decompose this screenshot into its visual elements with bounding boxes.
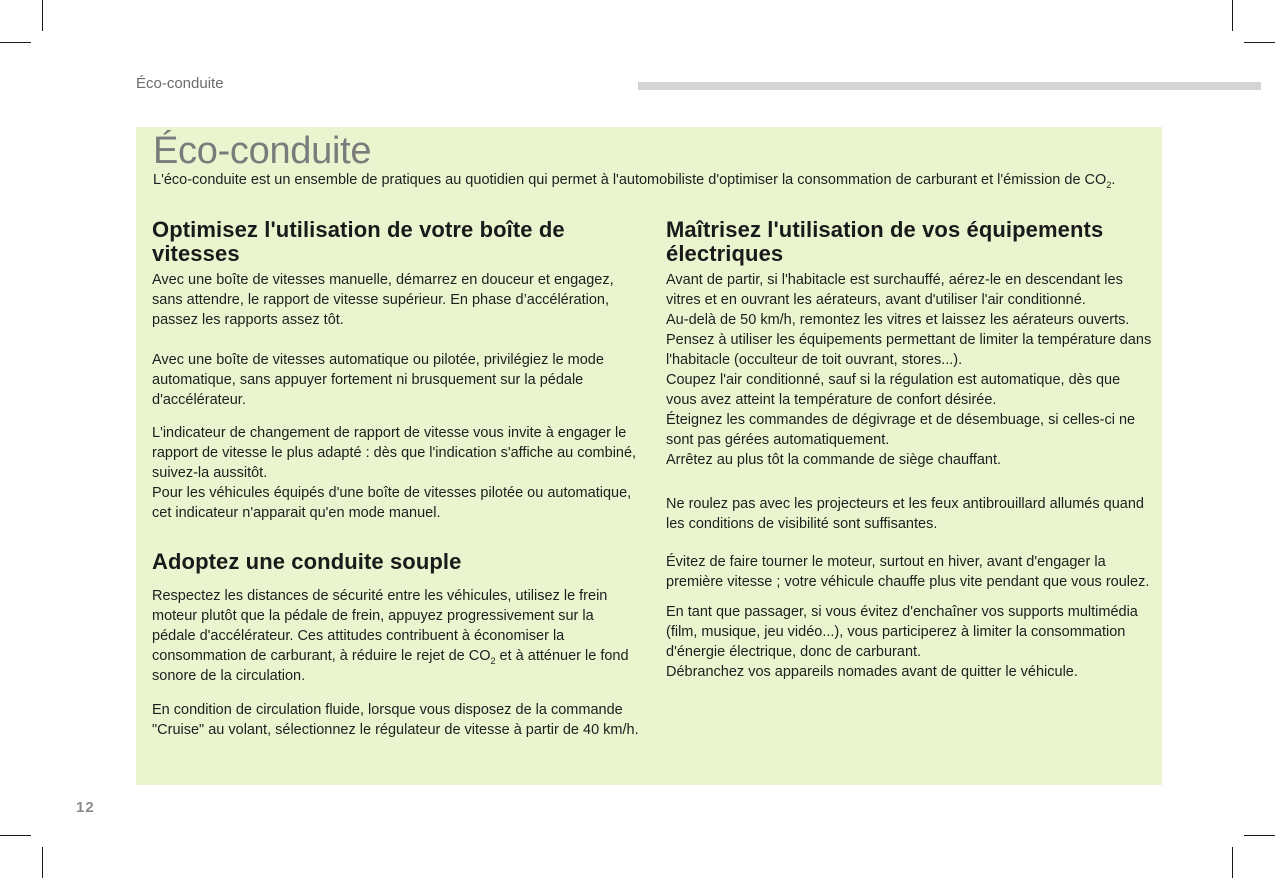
heading-smooth-driving: Adoptez une conduite souple (152, 549, 462, 574)
heading-gearbox: Optimisez l'utilisation de votre boîte de vitesses (152, 217, 565, 266)
heading-electrical-equipment: Maîtrisez l'utilisation de vos équipements électriques (666, 217, 1104, 266)
paragraph: Évitez de faire tourner le moteur, surtout en hiver, avant d'engager la première vitesse ; votre véhicule chauffe plus vite pendant que vous roulez. (666, 554, 1150, 590)
crop-mark (0, 835, 31, 836)
paragraph: Avec une boîte de vitesses automatique ou pilotée, privilégiez le mode automatique, sans appuyer fortement ni brusquement sur la pédale d'accélérateur. (152, 352, 604, 408)
paragraph: Respectez les distances de sécurité entre les véhicules, utilisez le frein moteur plutôt que la pédale de frein, appuyez progressivement sur la pédale d'accélérateur. Ces attitudes contribuent à économiser la consommation de carburant, à réduire le rejet de $CO_2$ et à atténuer le fond sonore de la circulation. (152, 587, 629, 684)
paragraph: Ne roulez pas avec les projecteurs et les feux antibrouillard allumés quand les conditions de visibilité sont suffisantes. (666, 496, 1144, 532)
paragraph: Débranchez vos appareils nomades avant de quitter le véhicule. (666, 664, 1078, 680)
crop-mark (42, 0, 43, 31)
right-column (666, 218, 1154, 682)
crop-mark (1232, 0, 1233, 31)
crop-mark (1244, 835, 1275, 836)
paragraph: Avec une boîte de vitesses manuelle, démarrez en douceur et engagez, sans attendre, le rapport de vitesse supérieur. En phase d’accélération, passez les rapports assez tôt. (152, 272, 614, 328)
paragraph: Avant de partir, si l'habitacle est surchauffé, aérez-le en descendant les vitres et en ouvrant les aérateurs, avant d'utiliser l'air conditionné. (666, 272, 1123, 308)
intro-paragraph: L'éco-conduite est un ensemble de pratiques au quotidien qui permet à l'automobiliste d'optimiser la consommation de carburant et l'émission de $CO_2$. (153, 172, 1116, 190)
paragraph: Pensez à utiliser les équipements permettant de limiter la température dans l'habitacle (occulteur de toit ouvrant, stores...). (666, 332, 1152, 368)
crop-mark (1232, 847, 1233, 878)
paragraph: Au-delà de 50 km/h, remontez les vitres et laissez les aérateurs ouverts. (666, 312, 1130, 328)
page-number: 12 (76, 799, 95, 816)
crop-mark (42, 847, 43, 878)
header-section-label: Éco-conduite (136, 75, 224, 92)
paragraph: En condition de circulation fluide, lorsque vous disposez de la commande "Cruise" au volant, sélectionnez le régulateur de vitesse à partir de 40 km/h. (152, 701, 639, 738)
paragraph: L'indicateur de changement de rapport de vitesse vous invite à engager le rapport de vitesse le plus adapté : dès que l'indication s'affiche au combiné, suivez-la aussitôt. (152, 425, 637, 481)
crop-mark (0, 42, 31, 43)
paragraph: Coupez l'air conditionné, sauf si la régulation est automatique, dès que vous avez atteint la température de confort désirée. (666, 372, 1121, 408)
paragraph: Pour les véhicules équipés d'une boîte de vitesses pilotée ou automatique, cet indicateur n'apparait qu'en mode manuel. (152, 485, 632, 521)
crop-mark (1244, 42, 1275, 43)
header-rule (638, 82, 1261, 90)
paragraph: En tant que passager, si vous évitez d'enchaîner vos supports multimédia (film, musique, jeu vidéo...), vous participerez à limiter la consommation d'énergie électrique, donc de carburant. (666, 604, 1138, 660)
page-title: Éco-conduite (153, 130, 372, 172)
paragraph: Éteignez les commandes de dégivrage et de désembuage, si celles-ci ne sont pas gérées automatiquement. (666, 412, 1136, 448)
left-column (152, 218, 640, 740)
paragraph: Arrêtez au plus tôt la commande de siège chauffant. (666, 452, 1002, 468)
